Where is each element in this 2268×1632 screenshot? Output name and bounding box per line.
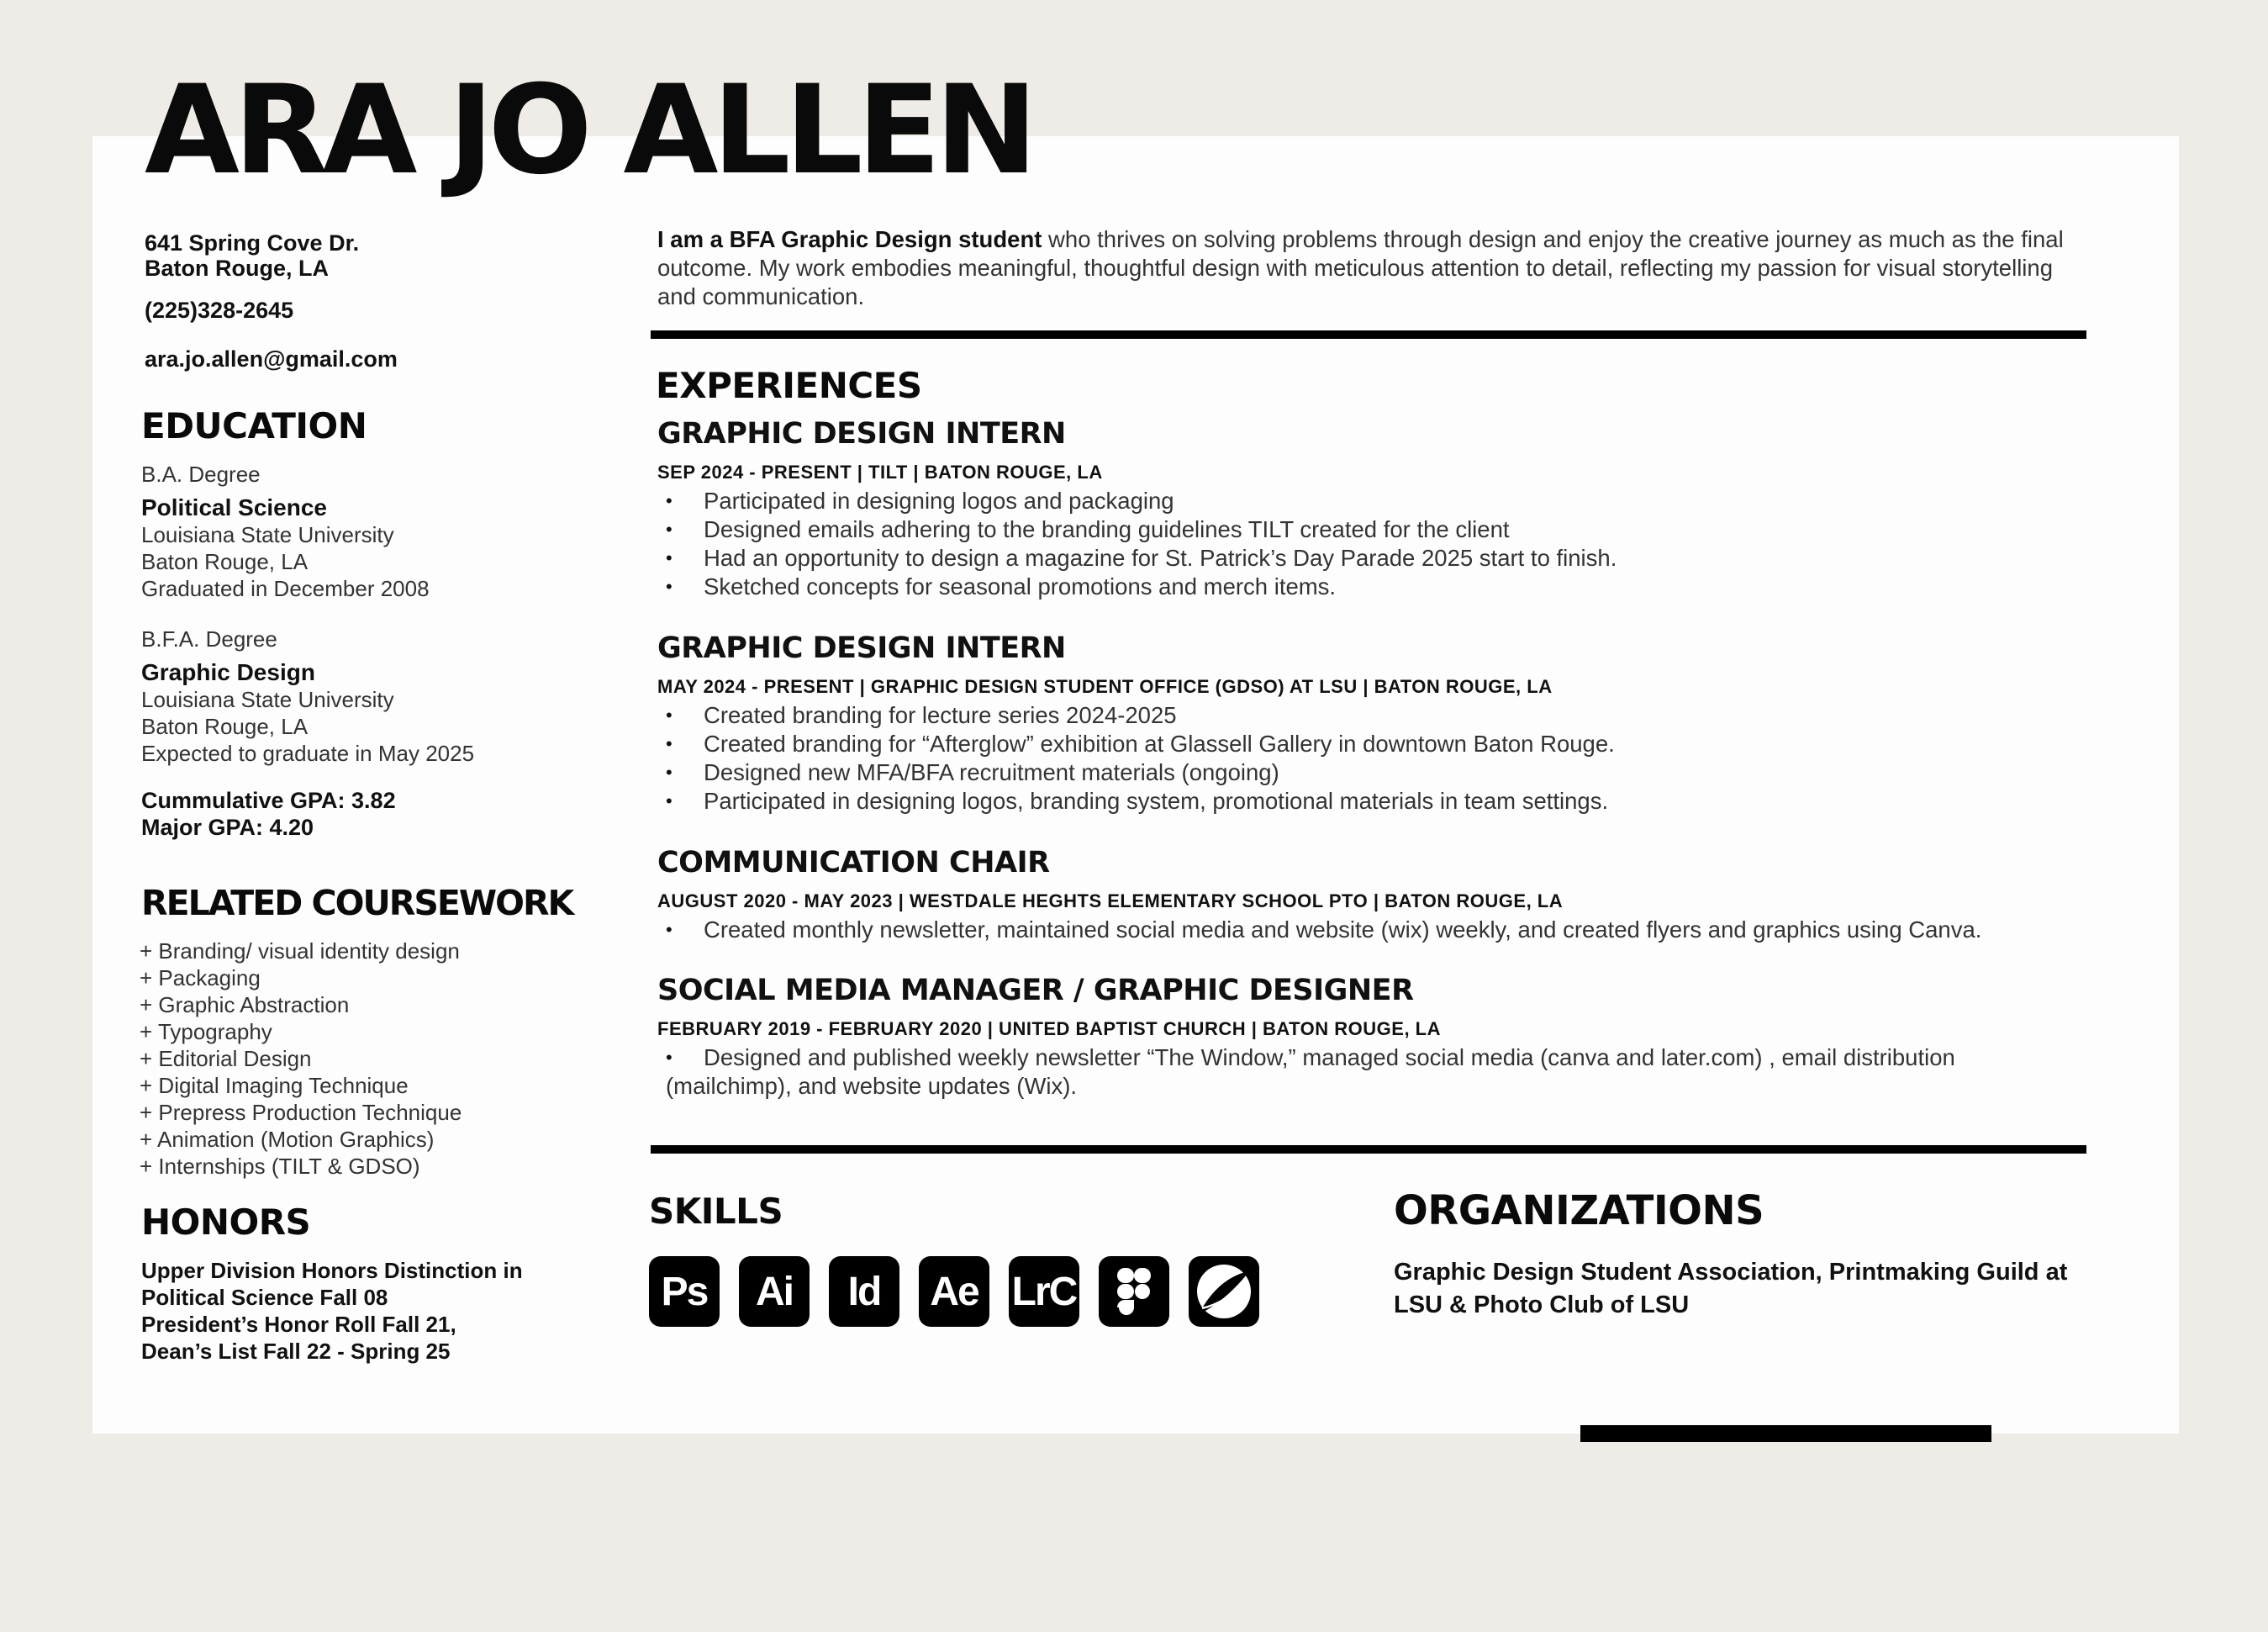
email-address: ara.jo.allen@gmail.com bbox=[145, 346, 398, 372]
list-item: • Had an opportunity to design a magazine for St. Patrick’s Day Parade 2025 start to finish. bbox=[657, 544, 2086, 573]
list-item: + Graphic Abstraction bbox=[140, 991, 595, 1018]
list-item: • Created monthly newsletter, maintained social media and website (wix) weekly, and created flyers and graphics using Canva. bbox=[657, 916, 2086, 944]
job-title: GRAPHIC DESIGN INTERN bbox=[657, 417, 1066, 451]
job-entry bbox=[657, 848, 2086, 944]
coursework-heading: RELATED COURSEWORK bbox=[141, 883, 573, 923]
list-item: + Typography bbox=[140, 1018, 595, 1045]
address-line-1: 641 Spring Cove Dr. bbox=[145, 230, 360, 256]
gpa-block bbox=[141, 787, 595, 841]
degree-status: Graduated in December 2008 bbox=[141, 576, 430, 601]
list-item: • Participated in designing logos, branding system, promotional materials in team settings. bbox=[657, 787, 2086, 816]
major-gpa: Major GPA: 4.20 bbox=[141, 815, 314, 840]
job-title: COMMUNICATION CHAIR bbox=[657, 846, 1050, 879]
education-heading: EDUCATION bbox=[141, 405, 367, 446]
degree-school: Louisiana State University bbox=[141, 687, 394, 712]
list-item: • Sketched concepts for seasonal promotions and merch items. bbox=[657, 573, 2086, 601]
intro-paragraph bbox=[657, 225, 2086, 311]
degree-label: B.A. Degree bbox=[141, 462, 261, 487]
degree-ba bbox=[141, 461, 595, 602]
list-item: • Designed and published weekly newsletter “The Window,” managed social media (canva and later.com) , email distribution (mailchimp), and website updates (Wix). bbox=[666, 1044, 1955, 1099]
job-entry bbox=[657, 976, 2086, 1101]
coursework-list bbox=[140, 937, 595, 1180]
organizations-heading: ORGANIZATIONS bbox=[1394, 1187, 1764, 1234]
figma-icon bbox=[1099, 1256, 1169, 1327]
phone-number: (225)328-2645 bbox=[145, 298, 294, 323]
divider-top bbox=[651, 330, 2086, 339]
degree-location: Baton Rouge, LA bbox=[141, 714, 309, 739]
honors-list bbox=[141, 1257, 595, 1365]
degree-major: Graphic Design bbox=[141, 659, 315, 685]
intro-text: who thrives on solving problems through design and enjoy the creative journey as much as the final outcome. My work embodies meaningful, thoughtful design with meticulous attention to detail, reflecting my passion for visual storytelling and communication. bbox=[657, 226, 2064, 309]
intro-bold: I am a BFA Graphic Design student bbox=[657, 226, 1042, 252]
list-item: • Designed new MFA/BFA recruitment materials (ongoing) bbox=[657, 758, 2086, 787]
list-item: + Digital Imaging Technique bbox=[140, 1072, 595, 1099]
list-item: • Participated in designing logos and packaging bbox=[657, 487, 2086, 515]
job-bullets bbox=[657, 487, 2086, 601]
after-effects-icon: Ae bbox=[919, 1256, 989, 1327]
job-meta: AUGUST 2020 - MAY 2023 | WESTDALE HEGHTS ELEMENTARY SCHOOL PTO | BATON ROUGE, LA bbox=[657, 890, 1564, 911]
degree-label: B.F.A. Degree bbox=[141, 626, 277, 652]
job-meta: MAY 2024 - PRESENT | GRAPHIC DESIGN STUDENT OFFICE (GDSO) AT LSU | BATON ROUGE, LA bbox=[657, 676, 1553, 697]
job-bullets bbox=[657, 1043, 2086, 1101]
degree-school: Louisiana State University bbox=[141, 522, 394, 547]
divider-bottom bbox=[651, 1145, 2086, 1154]
honors-line: President’s Honor Roll Fall 21, bbox=[141, 1312, 456, 1337]
degree-location: Baton Rouge, LA bbox=[141, 549, 309, 574]
photoshop-icon: Ps bbox=[649, 1256, 720, 1327]
list-item: + Internships (TILT & GDSO) bbox=[140, 1153, 595, 1180]
illustrator-icon: Ai bbox=[739, 1256, 810, 1327]
job-entry bbox=[657, 417, 2086, 601]
list-item: • Created branding for “Afterglow” exhibition at Glassell Gallery in downtown Baton Rouge. bbox=[657, 730, 2086, 758]
job-bullets bbox=[657, 701, 2086, 816]
bullet-text: Designed and published weekly newsletter “The Window,” managed social media (canva and later.com) , email distribution (mailchimp), and website updates (Wix). bbox=[666, 1044, 1955, 1099]
honors-line: Dean’s List Fall 22 - Spring 25 bbox=[141, 1339, 451, 1364]
contact-block bbox=[141, 230, 595, 372]
job-meta: SEP 2024 - PRESENT | TILT | BATON ROUGE, LA bbox=[657, 462, 1103, 483]
job-title: SOCIAL MEDIA MANAGER / GRAPHIC DESIGNER bbox=[657, 974, 1414, 1007]
resume-name: ARA JO ALLEN bbox=[145, 59, 1032, 202]
list-item: + Prepress Production Technique bbox=[140, 1099, 595, 1126]
lightroom-classic-icon: LrC bbox=[1009, 1256, 1079, 1327]
skills-icons bbox=[649, 1256, 1259, 1327]
skills-heading: SKILLS bbox=[649, 1191, 783, 1232]
list-item: + Animation (Motion Graphics) bbox=[140, 1126, 595, 1153]
list-item: • Designed emails adhering to the branding guidelines TILT created for the client bbox=[657, 515, 2086, 544]
left-column bbox=[141, 230, 595, 1365]
job-bullets bbox=[657, 916, 2086, 944]
organizations-text: Graphic Design Student Association, Printmaking Guild at LSU & Photo Club of LSU bbox=[1394, 1259, 2068, 1318]
decorative-bar bbox=[1580, 1425, 1991, 1442]
procreate-icon bbox=[1189, 1256, 1259, 1327]
honors-heading: HONORS bbox=[141, 1202, 311, 1243]
honors-line: Upper Division Honors Distinction in bbox=[141, 1258, 523, 1283]
degree-bfa bbox=[141, 626, 595, 767]
honors-line: Political Science Fall 08 bbox=[141, 1285, 388, 1310]
list-item: • Created branding for lecture series 2024-2025 bbox=[657, 701, 2086, 730]
list-item: + Editorial Design bbox=[140, 1045, 595, 1072]
job-entry bbox=[657, 631, 2086, 816]
degree-major: Political Science bbox=[141, 494, 327, 520]
job-meta: FEBRUARY 2019 - FEBRUARY 2020 | UNITED BAPTIST CHURCH | BATON ROUGE, LA bbox=[657, 1018, 1442, 1039]
indesign-icon: Id bbox=[829, 1256, 899, 1327]
list-item: + Packaging bbox=[140, 964, 595, 991]
address-line-2: Baton Rouge, LA bbox=[145, 256, 329, 281]
cumulative-gpa: Cummulative GPA: 3.82 bbox=[141, 788, 396, 813]
experiences-heading: EXPERIENCES bbox=[656, 365, 922, 406]
degree-status: Expected to graduate in May 2025 bbox=[141, 741, 475, 766]
job-title: GRAPHIC DESIGN INTERN bbox=[657, 631, 1066, 665]
list-item: + Branding/ visual identity design bbox=[140, 937, 595, 964]
